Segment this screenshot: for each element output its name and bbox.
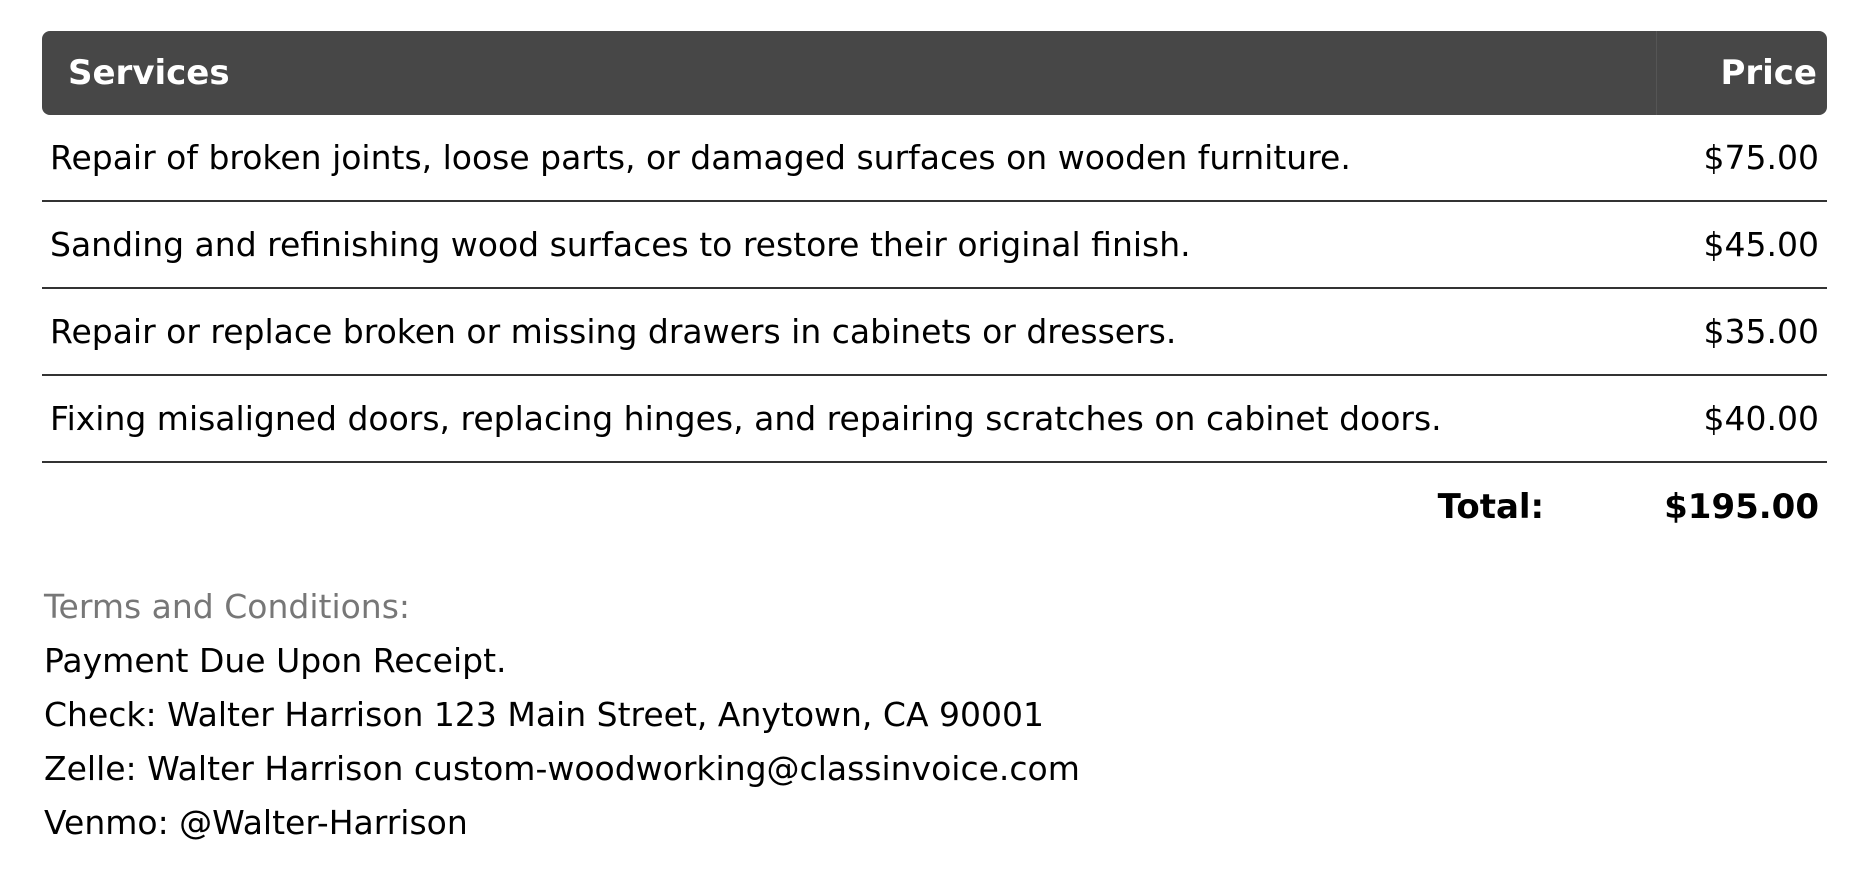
price-column-header: Price [1656, 31, 1827, 115]
terms-section [44, 580, 1080, 850]
services-column-header: Services [42, 31, 1656, 115]
venmo-payment-line: Venmo: @Walter-Harrison [44, 803, 468, 842]
services-table [42, 31, 1827, 551]
service-price: $35.00 [1656, 288, 1827, 375]
table-row [42, 201, 1827, 288]
service-description: Sanding and refinishing wood surfaces to restore their original finish. [42, 201, 1656, 288]
table-row [42, 375, 1827, 462]
service-description: Repair or replace broken or missing drawers in cabinets or dressers. [42, 288, 1656, 375]
service-description: Repair of broken joints, loose parts, or damaged surfaces on wooden furniture. [42, 115, 1656, 201]
service-description: Fixing misaligned doors, replacing hinges, and repairing scratches on cabinet doors. [42, 375, 1656, 462]
service-price: $40.00 [1656, 375, 1827, 462]
check-payment-line: Check: Walter Harrison 123 Main Street, Anytown, CA 90001 [44, 695, 1044, 734]
terms-heading: Terms and Conditions: [44, 587, 411, 626]
payment-due-line: Payment Due Upon Receipt. [44, 641, 507, 680]
total-label: Total: [1437, 487, 1545, 527]
service-price: $75.00 [1656, 115, 1827, 201]
total-row [42, 462, 1827, 551]
table-row [42, 115, 1827, 201]
total-value: $195.00 [1664, 487, 1819, 527]
service-price: $45.00 [1656, 201, 1827, 288]
table-header-row [42, 31, 1827, 115]
table-row [42, 288, 1827, 375]
zelle-payment-line: Zelle: Walter Harrison custom-woodworking@classinvoice.com [44, 749, 1080, 788]
